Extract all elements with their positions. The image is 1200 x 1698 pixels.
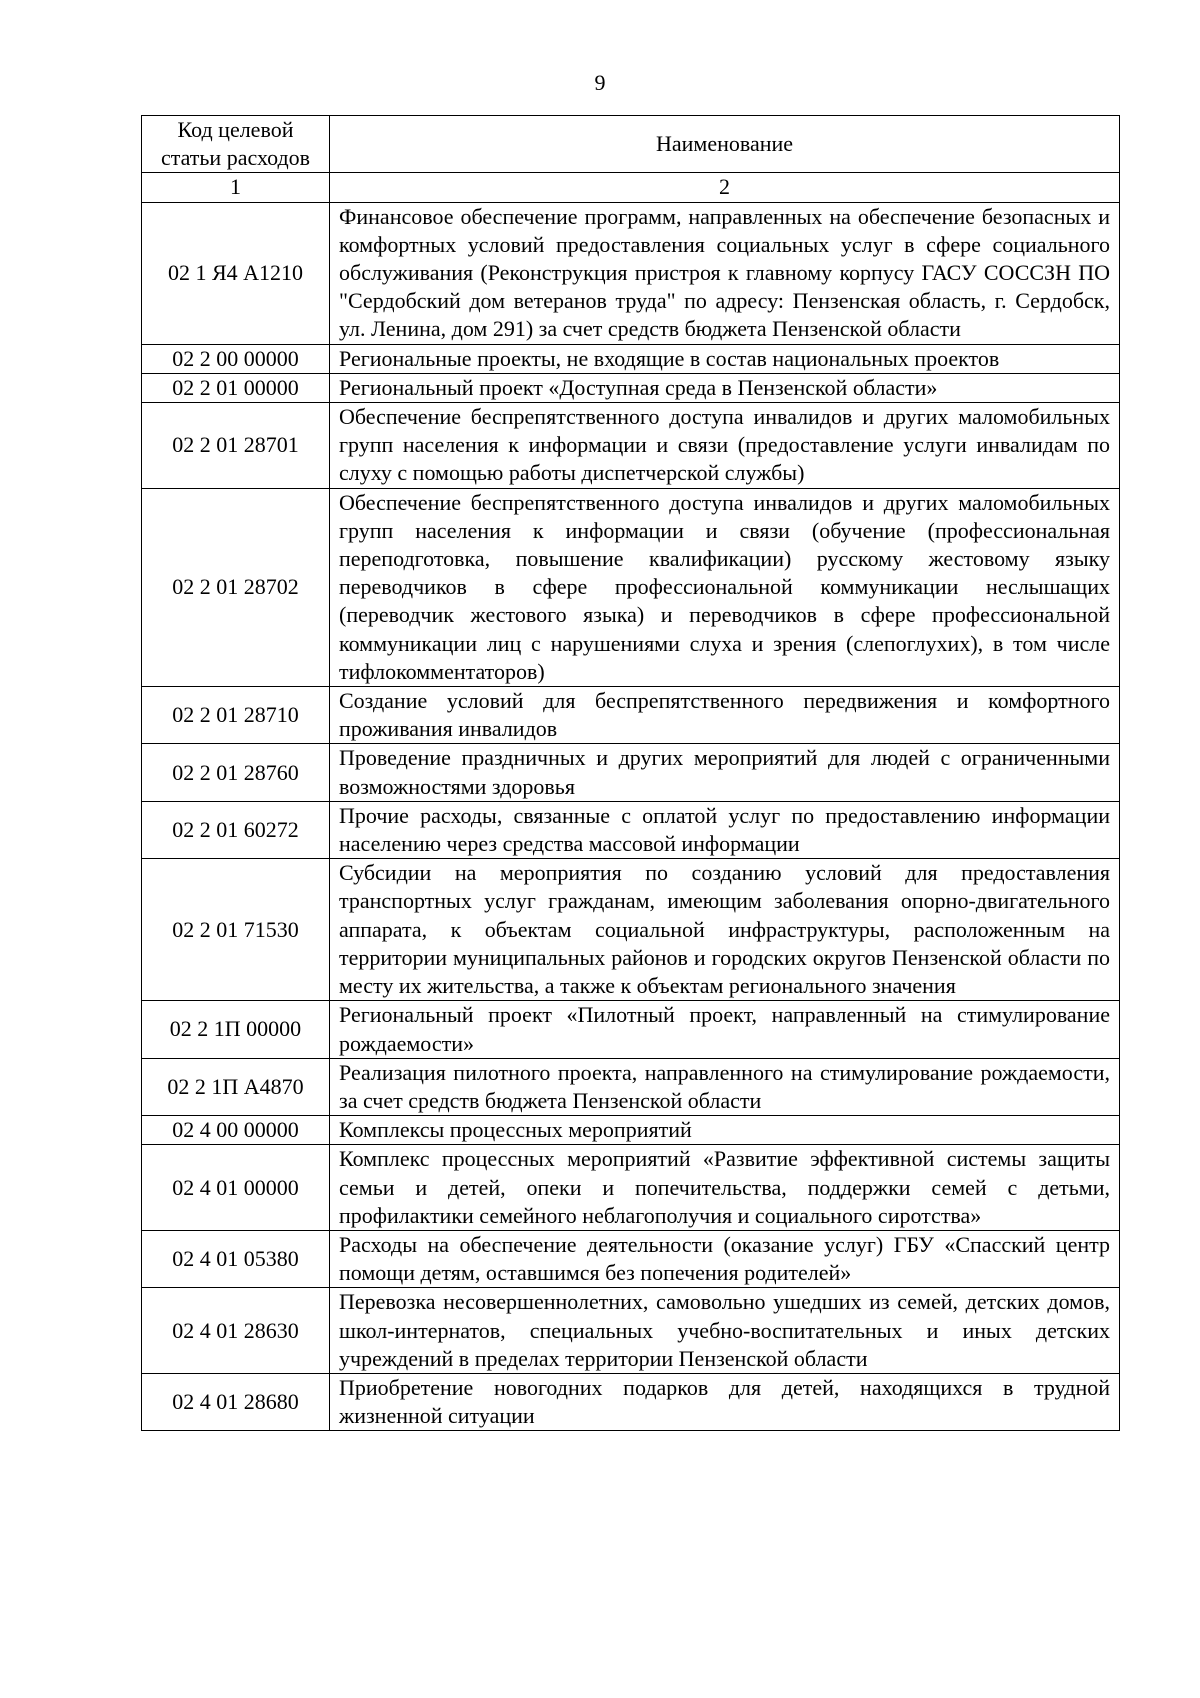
table-row: [142, 801, 1120, 858]
row-name: Приобретение новогодних подарков для детей, находящихся в трудной жизненной ситуации: [330, 1373, 1120, 1430]
column-number-1: 1: [142, 173, 330, 202]
table-row: [142, 1116, 1120, 1145]
table-row: [142, 1058, 1120, 1115]
row-name: Создание условий для беспрепятственного передвижения и комфортного проживания инвалидов: [330, 687, 1120, 744]
table-row: [142, 1001, 1120, 1058]
row-code: 02 4 01 28680: [142, 1373, 330, 1430]
row-name: Региональный проект «Пилотный проект, направленный на стимулирование рождаемости»: [330, 1001, 1120, 1058]
column-number-2: 2: [330, 173, 1120, 202]
row-code: 02 4 00 00000: [142, 1116, 330, 1145]
header-name: Наименование: [330, 116, 1120, 173]
column-number-row: [142, 173, 1120, 202]
row-code: 02 2 01 28710: [142, 687, 330, 744]
row-code: 02 4 01 00000: [142, 1145, 330, 1231]
page-number: 9: [594, 70, 606, 95]
table-row: [142, 373, 1120, 402]
row-code: 02 2 00 00000: [142, 344, 330, 373]
table-row: [142, 859, 1120, 1001]
row-code: 02 2 01 28702: [142, 488, 330, 686]
table-row: [142, 1288, 1120, 1374]
row-code: 02 2 01 28760: [142, 744, 330, 801]
table-row: [142, 344, 1120, 373]
row-code: 02 1 Я4 А1210: [142, 202, 330, 344]
row-code: 02 2 01 00000: [142, 373, 330, 402]
table-row: [142, 744, 1120, 801]
row-name: Финансовое обеспечение программ, направленных на обеспечение безопасных и комфортных условий предоставления социальных услуг в сфере социального обслуживания (Реконструкция пристроя к главному корпусу ГАСУ СОССЗН ПО "Сердобский дом ветеранов труда" по адресу: Пензенская область, г. Сердобск, ул. Ленина, дом 291) за счет средств бюджета Пензенской области: [330, 202, 1120, 344]
row-name: Расходы на обеспечение деятельности (оказание услуг) ГБУ «Спасский центр помощи детям, оставшимся без попечения родителей»: [330, 1230, 1120, 1287]
table-row: [142, 202, 1120, 344]
row-name: Субсидии на мероприятия по созданию условий для предоставления транспортных услуг гражданам, имеющим заболевания опорно-двигательного аппарата, к объектам социальной инфраструктуры, расположенным на территории муниципальных районов и городских округов Пензенской области по месту их жительства, а также к объектам регионального значения: [330, 859, 1120, 1001]
row-code: 02 2 01 60272: [142, 801, 330, 858]
row-code: 02 2 01 71530: [142, 859, 330, 1001]
row-code: 02 2 1П 00000: [142, 1001, 330, 1058]
table-row: [142, 403, 1120, 489]
table-row: [142, 687, 1120, 744]
table-row: [142, 1230, 1120, 1287]
row-name: Региональные проекты, не входящие в состав национальных проектов: [330, 344, 1120, 373]
row-name: Комплекс процессных мероприятий «Развитие эффективной системы защиты семьи и детей, опеки и попечительства, поддержки семей с детьми, профилактики семейного неблагополучия и социального сиротства»: [330, 1145, 1120, 1231]
table-header-row: [142, 116, 1120, 173]
row-name: Комплексы процессных мероприятий: [330, 1116, 1120, 1145]
row-name: Обеспечение беспрепятственного доступа инвалидов и других маломобильных групп населения к информации и связи (предоставление услуги инвалидам по слуху с помощью работы диспетчерской службы): [330, 403, 1120, 489]
row-name: Региональный проект «Доступная среда в Пензенской области»: [330, 373, 1120, 402]
row-name: Перевозка несовершеннолетних, самовольно ушедших из семей, детских домов, школ-интернатов, специальных учебно-воспитательных и иных детских учреждений в пределах территории Пензенской области: [330, 1288, 1120, 1374]
row-name: Проведение праздничных и других мероприятий для людей с ограниченными возможностями здоровья: [330, 744, 1120, 801]
table-row: [142, 488, 1120, 686]
row-code: 02 2 1П А4870: [142, 1058, 330, 1115]
row-code: 02 4 01 05380: [142, 1230, 330, 1287]
row-name: Обеспечение беспрепятственного доступа инвалидов и других маломобильных групп населения к информации и связи (обучение (профессиональная переподготовка, повышение квалификации) русскому жестовому языку переводчиков в сфере профессиональной коммуникации неслышащих (переводчик жестового языка) и переводчиков в сфере профессиональной коммуникации лиц с нарушениями слуха и зрения (слепоглухих), в том числе тифлокомментаторов): [330, 488, 1120, 686]
row-name: Реализация пилотного проекта, направленного на стимулирование рождаемости, за счет средств бюджета Пензенской области: [330, 1058, 1120, 1115]
budget-classification-table: [141, 115, 1120, 1431]
header-code: Код целевой статьи расходов: [142, 116, 330, 173]
row-code: 02 4 01 28630: [142, 1288, 330, 1374]
row-code: 02 2 01 28701: [142, 403, 330, 489]
table-row: [142, 1373, 1120, 1430]
row-name: Прочие расходы, связанные с оплатой услуг по предоставлению информации населению через средства массовой информации: [330, 801, 1120, 858]
table-row: [142, 1145, 1120, 1231]
